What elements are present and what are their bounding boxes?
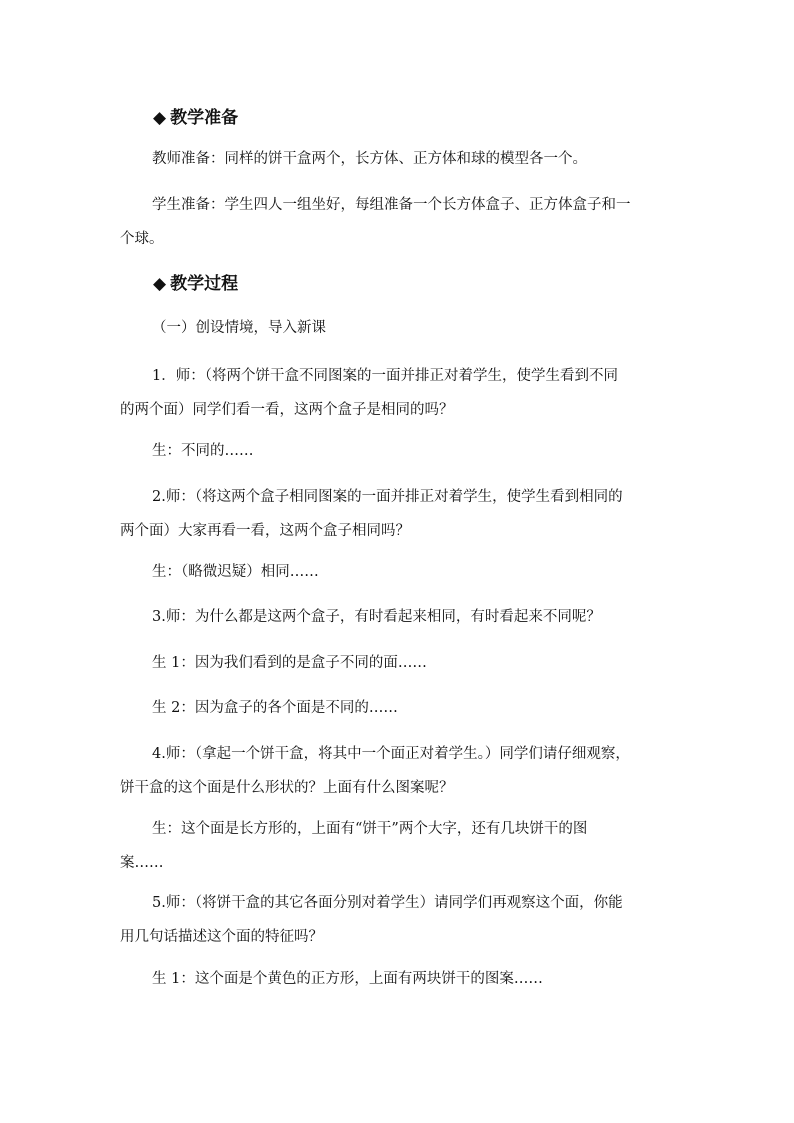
heading-text: 教学准备	[170, 108, 239, 128]
section-heading-process	[153, 272, 238, 296]
student-reply-3b: 生 2：因为盒子的各个面是不同的……	[152, 700, 398, 716]
paragraph-5	[120, 886, 680, 954]
text-line: 4.师：（拿起一个饼干盒，将其中一个面正对着学生。）同学们请仔细观察，	[152, 746, 630, 762]
student-reply-4	[120, 812, 680, 880]
text-line: 个球。	[120, 231, 164, 247]
student-reply-3a: 生 1：因为我们看到的是盒子不同的面……	[152, 655, 427, 671]
paragraph-1	[120, 359, 680, 427]
student-reply-1: 生：不同的……	[152, 443, 254, 459]
paragraph-2	[120, 480, 680, 548]
paragraph-3: 3.师：为什么都是这两个盒子，有时看起来相同，有时看起来不同呢？	[152, 609, 601, 625]
teacher-preparation: 教师准备：同样的饼干盒两个，长方体、正方体和球的模型各一个。	[152, 151, 587, 167]
student-reply-2: 生：（略微迟疑）相同……	[152, 564, 319, 580]
paragraph-4	[120, 737, 680, 805]
text-line: 5.师：（将饼干盒的其它各面分别对着学生）请同学们再观察这个面，你能	[152, 895, 623, 911]
student-preparation	[120, 188, 680, 256]
text-line: 2.师：（将这两个盒子相同图案的一面并排正对着学生，使学生看到相同的	[152, 489, 623, 505]
text-line: 饼干盒的这个面是什么形状的？上面有什么图案呢？	[120, 780, 454, 796]
text-line: 案……	[120, 855, 164, 871]
text-line: 用几句话描述这个面的特征吗？	[120, 929, 323, 945]
text-line: 的两个面）同学们看一看，这两个盒子是相同的吗？	[120, 402, 454, 418]
text-line: 两个面）大家再看一看，这两个盒子相同吗？	[120, 523, 410, 539]
diamond-icon: ◆	[153, 108, 167, 128]
text-line: 生：这个面是长方形的，上面有“饼干”两个大字，还有几块饼干的图	[152, 821, 588, 837]
heading-text: 教学过程	[170, 274, 239, 294]
section-heading-preparation	[153, 106, 238, 130]
student-reply-5: 生 1：这个面是个黄色的正方形，上面有两块饼干的图案……	[152, 971, 543, 987]
subsection-title: （一）创设情境，导入新课	[152, 320, 326, 336]
text-line: 1．师：（将两个饼干盒不同图案的一面并排正对着学生，使学生看到不同	[152, 368, 618, 384]
diamond-icon: ◆	[153, 274, 167, 294]
text-line: 学生准备：学生四人一组坐好，每组准备一个长方体盒子、正方体盒子和一	[152, 197, 631, 213]
